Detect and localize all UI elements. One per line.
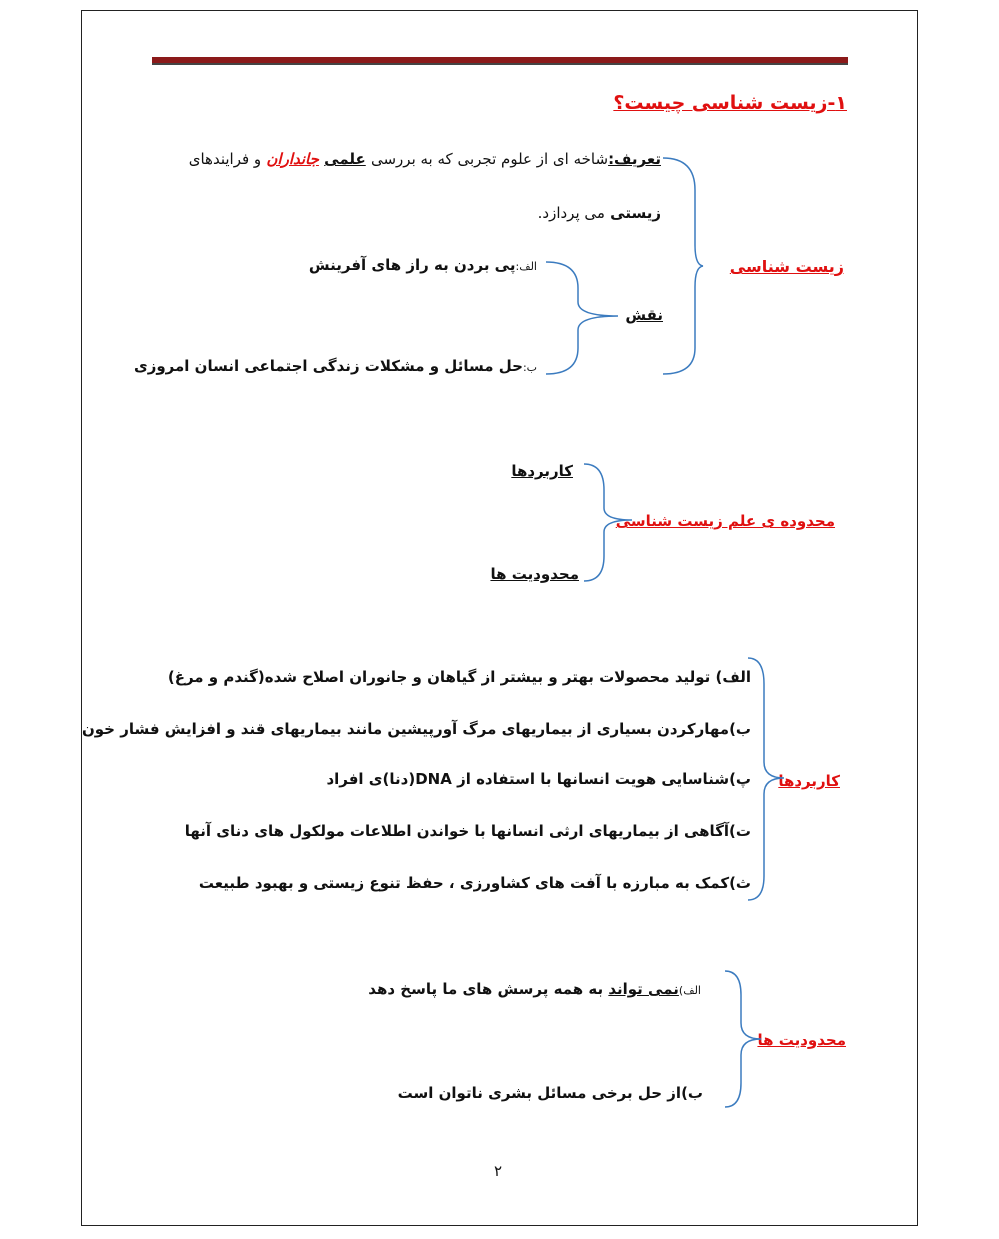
section4-main-label: محدودیت ها: [757, 1031, 846, 1049]
limitation-a: [368, 980, 701, 998]
definition-text: شاخه ای از علوم تجربی که به بررسی: [370, 150, 609, 168]
page-title: ۱-زیست شناسی چیست؟: [613, 92, 847, 114]
definition-line1: [189, 150, 661, 168]
role-b-prefix: ب:: [522, 361, 537, 374]
definition-jandaran: جانداران: [266, 150, 319, 168]
role-b: [134, 357, 537, 375]
page-number: ۲: [494, 1162, 503, 1180]
header-rule: [152, 57, 848, 65]
role-bracket: [542, 258, 622, 378]
application-item-4: ت)آگاهی از بیماریهای ارثی انسانها با خواندن اطلاعات مولکول های دنای آنها: [184, 822, 751, 840]
definition-line2-rest: می پردازد.: [537, 204, 605, 222]
definition-prefix: تعریف:: [608, 150, 661, 168]
limitation-a-underlined: نمی تواند: [608, 980, 679, 998]
definition-line2: [538, 204, 661, 222]
role-a-text: پی بردن به راز های آفرینش: [308, 256, 516, 274]
limitation-b: ب)از حل برخی مسائل بشری ناتوان است: [397, 1084, 703, 1102]
section2-item-applications: کاربردها: [511, 462, 573, 480]
limitation-a-prefix: الف): [678, 984, 701, 997]
section2-main-label: محدوده ی علم زیست شناسی: [615, 512, 835, 530]
section4-bracket: [721, 967, 771, 1112]
role-b-text: حل مسائل و مشکلات زندگی اجتماعی انسان امروزی: [133, 357, 523, 375]
section1-main-bracket: [655, 150, 705, 380]
limitation-a-rest: به همه پرسش های ما پاسخ دهد: [368, 980, 604, 998]
section2-item-limitations: محدودیت ها: [490, 565, 579, 583]
definition-rest: و فرایندهای: [188, 150, 262, 168]
application-item-1: الف) تولید محصولات بهتر و بیشتر از گیاهان و جانوران اصلاح شده(گندم و مرغ): [167, 668, 751, 686]
section2-bracket: [580, 460, 640, 585]
role-a: [309, 256, 537, 274]
definition-zisti: زیستی: [610, 204, 661, 222]
application-item-5: ث)کمک به مبارزه با آفت های کشاورزی ، حفظ تنوع زیستی و بهبود طبیعت: [198, 874, 751, 892]
application-item-2: ب)مهارکردن بسیاری از بیماریهای مرگ آورپیشین مانند بیماریهای قند و افزایش فشار خون: [81, 720, 751, 738]
section1-main-label: زیست شناسی: [729, 257, 844, 276]
section3-main-label: کاربردها: [778, 772, 840, 790]
definition-elmi: علمی: [324, 150, 366, 168]
section3-bracket: [744, 654, 794, 904]
application-item-3: پ)شناسایی هویت انسانها با استفاده از DNA(دنا)ی افراد: [326, 770, 751, 788]
role-a-prefix: الف:: [515, 260, 537, 273]
role-label: نقش: [625, 306, 663, 324]
